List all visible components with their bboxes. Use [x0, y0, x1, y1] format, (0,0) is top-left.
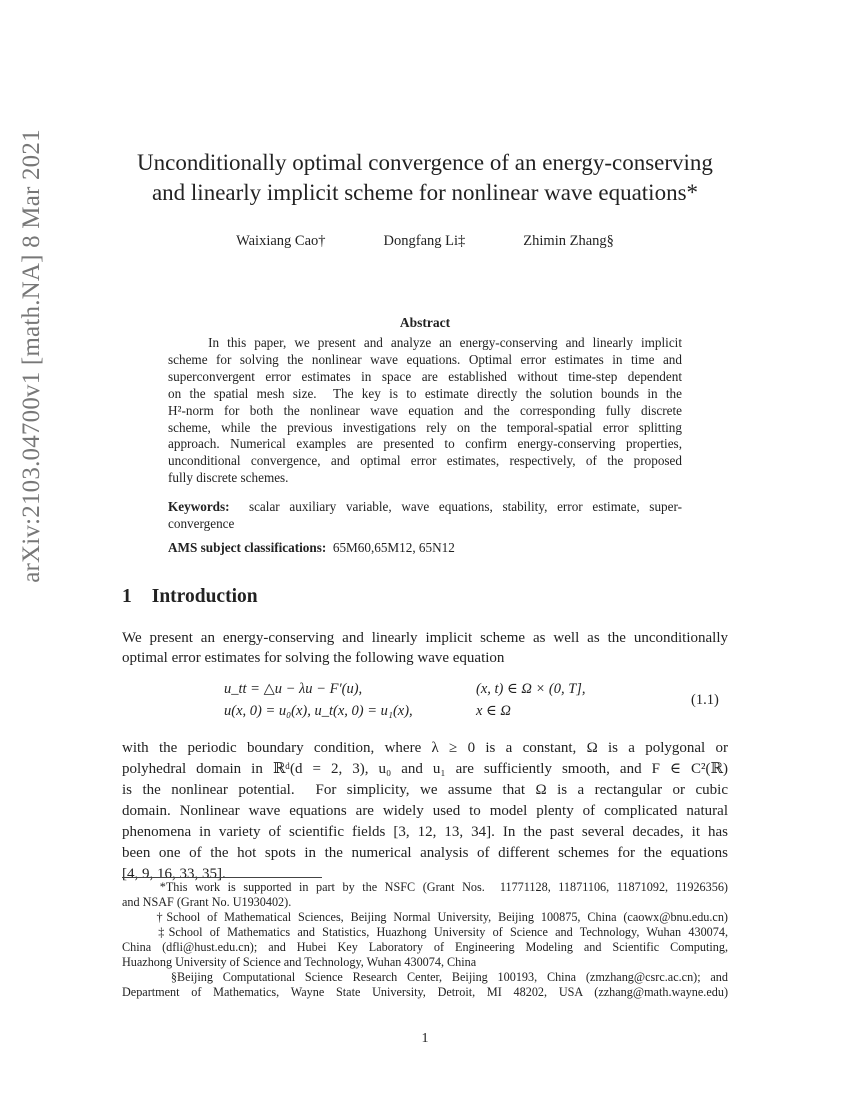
text-line: [4, 9, 16, 33, 35]. — [122, 866, 226, 882]
text-line: is the nonlinear potential. For simplicity, we assume that Ω is a rectangular or cubic — [122, 782, 728, 798]
text-line: ‡School of Mathematics and Statistics, Huazhong University of Science and Technology, Wuhan 430074, — [122, 925, 728, 939]
equation-row-2-right: x ∈ Ω — [476, 703, 511, 719]
text-line: with the periodic boundary condition, where λ ≥ 0 is a constant, Ω is a polygonal or — [122, 740, 728, 756]
paper-title — [0, 148, 850, 208]
ams-classifications — [168, 540, 455, 556]
section-title: Introduction — [151, 586, 258, 607]
text-line: superconvergent error estimates in space are established without time-step dependent — [168, 368, 682, 384]
text-line: We present an energy-conserving and linearly implicit scheme as well as the unconditionally — [122, 630, 728, 646]
title-line: Unconditionally optimal convergence of an energy-conserving — [137, 150, 713, 175]
arxiv-identifier-stamp: arXiv:2103.04700v1 [math.NA] 8 Mar 2021 — [18, 129, 45, 583]
equation-row-2-left: u(x, 0) = u₀(x), u_t(x, 0) = u₁(x), — [224, 703, 413, 719]
text-line: optimal error estimates for solving the following wave equation — [122, 650, 505, 666]
keywords-label: Keywords: — [168, 499, 230, 514]
text-line: domain. Nonlinear wave equations are widely used to model plenty of complicated natural — [122, 803, 728, 819]
text-line: Department of Mathematics, Wayne State University, Detroit, MI 48202, USA (zzhang@math.wayne.edu) — [122, 985, 728, 999]
title-line: and linearly implicit scheme for nonlinear wave equations* — [151, 180, 699, 205]
equation-number: (1.1) — [691, 692, 719, 708]
text-line: In this paper, we present and analyze an energy-conserving and linearly implicit — [168, 335, 682, 350]
text-line: and NSAF (Grant No. U1930402). — [122, 895, 292, 909]
author-list — [0, 233, 850, 250]
text-line: H²-norm for both the nonlinear wave equation and the corresponding fully discrete — [168, 402, 682, 418]
keywords-text: scalar auxiliary variable, wave equations, stability, error estimate, super- — [248, 499, 682, 514]
text-line: been one of the hot spots in the numerical analysis of different schemes for the equations — [122, 845, 728, 861]
author: Dongfang Li‡ — [383, 233, 466, 249]
text-line: Huazhong University of Science and Technology, Wuhan 430074, China — [122, 955, 477, 969]
text-line: polyhedral domain in ℝᵈ(d = 2, 3), u₀ and u₁ are sufficiently smooth, and F ∈ C²(ℝ) — [122, 761, 728, 777]
text-line: phenomena in variety of scientific fields [3, 12, 13, 34]. In the past several decades, it has — [122, 824, 728, 840]
ams-value: 65M60,65M12, 65N12 — [332, 540, 455, 555]
page-number: 1 — [421, 1031, 429, 1046]
text-line: †School of Mathematical Sciences, Beijing Normal University, Beijing 100875, China (caowx@bnu.edu.cn) — [122, 910, 728, 924]
section-heading — [122, 586, 258, 608]
author: Zhimin Zhang§ — [523, 233, 614, 249]
text-line: *This work is supported in part by the NSFC (Grant Nos. 11771128, 11871106, 11871092, 11926356) — [122, 880, 728, 894]
equation-row-1-right: (x, t) ∈ Ω × (0, T], — [476, 681, 586, 697]
author: Waixiang Cao† — [236, 233, 326, 249]
ams-label: AMS subject classifications: — [168, 540, 327, 555]
text-line: China (dfli@hust.edu.cn); and Hubei Key Laboratory of Engineering Modeling and Scientific Computing, — [122, 940, 728, 954]
equation-row-1-left: u_tt = △u − λu − F′(u), — [224, 681, 363, 697]
text-line: scheme, while the previous investigations rely on the temporal-spatial error splitting — [168, 419, 682, 435]
abstract-heading: Abstract — [399, 315, 451, 330]
text-line: scheme for solving the nonlinear wave equations. Optimal error estimates in time and — [168, 351, 682, 367]
text-line: on the spatial mesh size. The key is to estimate directly the solution bounds in the — [168, 385, 682, 401]
keywords-continued: convergence — [168, 516, 235, 531]
text-line: approach. Numerical examples are presented to confirm energy-conserving properties, — [168, 436, 682, 452]
footnote-rule — [122, 877, 322, 878]
text-line: fully discrete schemes. — [168, 470, 289, 486]
text-line: §Beijing Computational Science Research Center, Beijing 100193, China (zmzhang@csrc.ac.cn); and — [122, 970, 728, 984]
keywords-line — [168, 499, 682, 516]
text-line: unconditional convergence, and optimal error estimates, respectively, of the proposed — [168, 453, 682, 469]
section-number: 1 — [122, 586, 132, 607]
